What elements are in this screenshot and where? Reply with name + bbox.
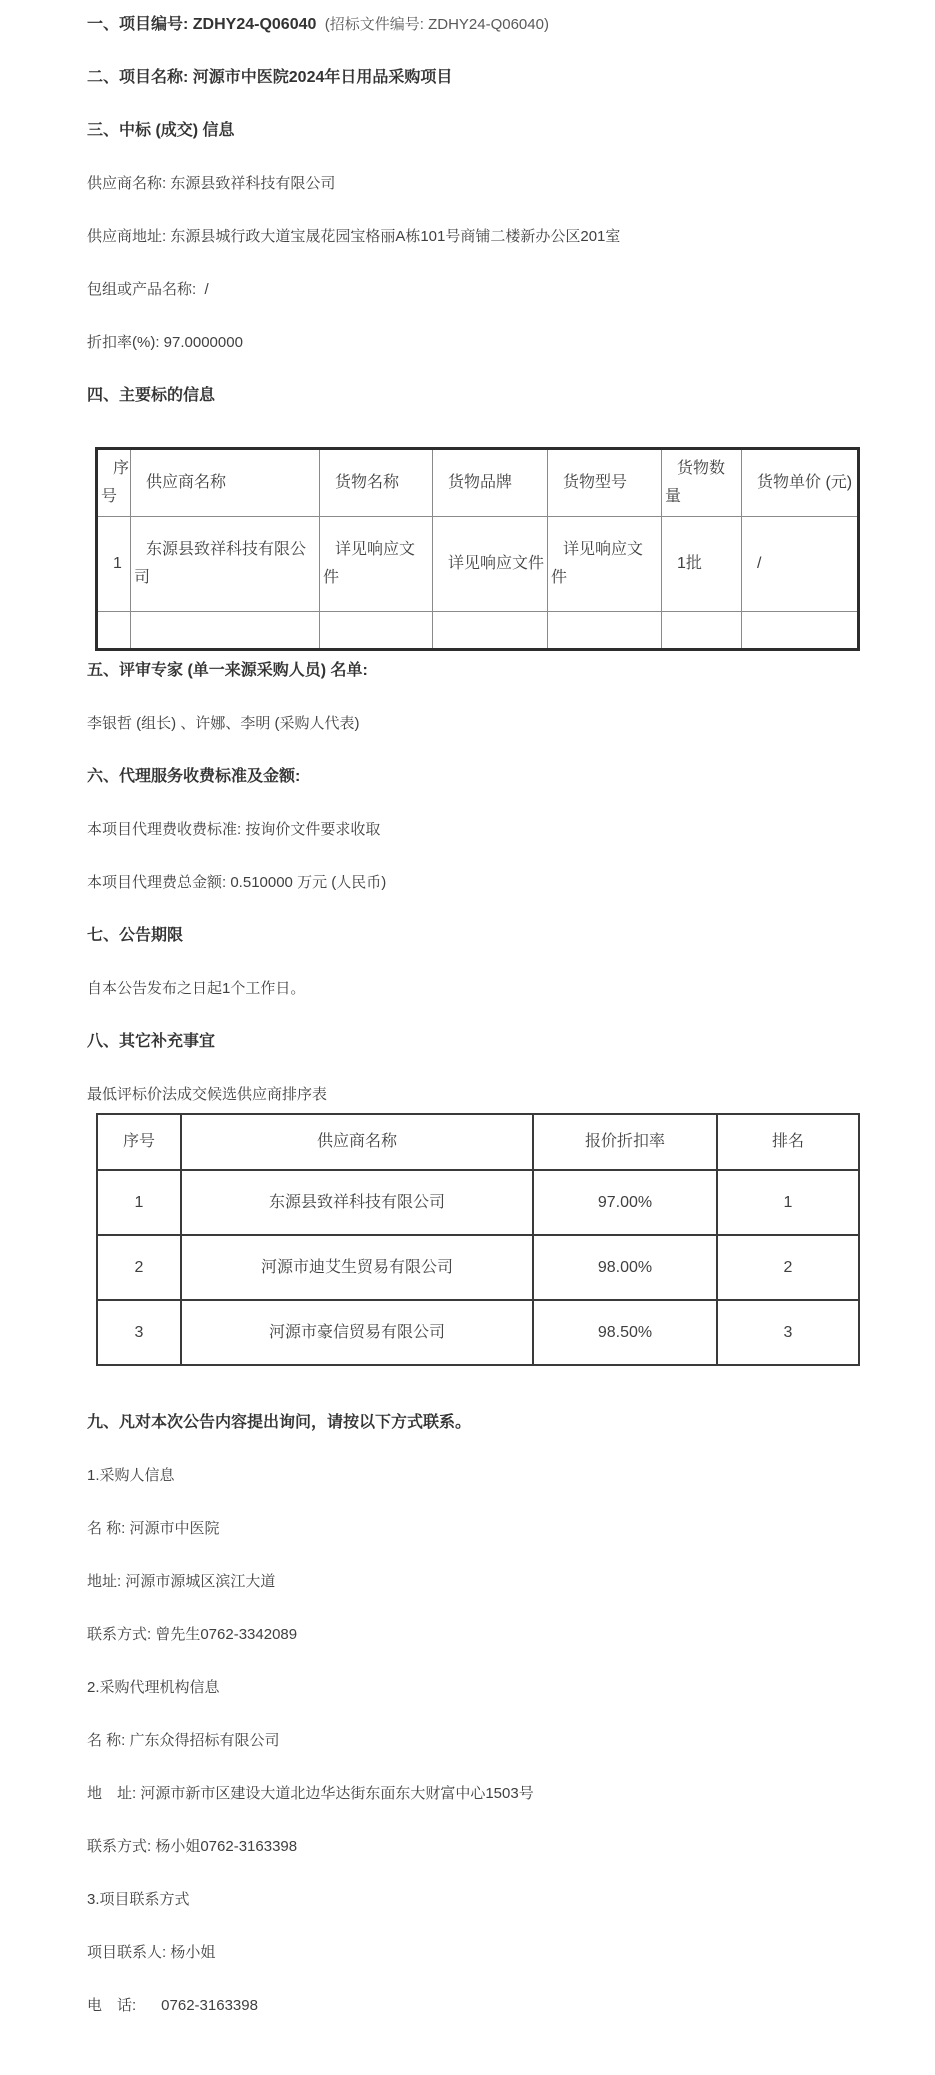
award-info-heading: 三、中标 (成交) 信息 — [87, 122, 235, 139]
project-name-line: 二、项目名称: 河源市中医院2024年日用品采购项目 — [87, 69, 453, 86]
agency-fee-total-line: 本项目代理费总金额: 0.510000 万元 (人民币) — [87, 874, 387, 891]
cell-rank: 1 — [717, 1170, 859, 1235]
cell-goods-brand: 详见响应文件 — [433, 517, 548, 612]
header-cell-goods-brand: 货物品牌 — [433, 449, 548, 517]
header-cell-goods-name: 货物名称 — [320, 449, 433, 517]
cell-supplier: 河源市迪艾生贸易有限公司 — [181, 1235, 533, 1300]
header-cell-supplier: 供应商名称 — [131, 449, 320, 517]
main-bid-empty-row — [97, 612, 859, 650]
ranking-row — [97, 1300, 859, 1365]
empty-cell — [320, 612, 433, 650]
cell-goods-name: 详见响应文件 — [320, 517, 433, 612]
ranking-row — [97, 1170, 859, 1235]
cell-seq: 1 — [97, 1170, 181, 1235]
header-cell-goods-price: 货物单价 (元) — [742, 449, 859, 517]
header-cell-goods-model: 货物型号 — [548, 449, 662, 517]
cell-goods-price: / — [742, 517, 859, 612]
purchaser-address-line: 地址: 河源市源城区滨江大道 — [87, 1573, 276, 1590]
project-contact-person-line: 项目联系人: 杨小姐 — [87, 1944, 216, 1961]
empty-cell — [97, 612, 131, 650]
main-bid-table — [95, 447, 860, 651]
cell-supplier: 东源县致祥科技有限公司 — [181, 1170, 533, 1235]
agency-info-label: 2.采购代理机构信息 — [87, 1679, 220, 1696]
tender-file-number: (招标文件编号: ZDHY24-Q06040) — [316, 16, 549, 33]
cell-goods-model: 详见响应文件 — [548, 517, 662, 612]
experts-names-line: 李银哲 (组长) 、许娜、李明 (采购人代表) — [87, 715, 360, 732]
experts-heading: 五、评审专家 (单一来源采购人员) 名单: — [87, 662, 368, 679]
cell-goods-qty: 1批 — [662, 517, 742, 612]
agency-fee-standard-line: 本项目代理费收费标准: 按询价文件要求收取 — [87, 821, 381, 838]
notice-period-line: 自本公告发布之日起1个工作日。 — [87, 980, 306, 997]
cell-supplier: 东源县致祥科技有限公司 — [131, 517, 320, 612]
purchaser-name-line: 名 称: 河源市中医院 — [87, 1520, 220, 1537]
cell-rank: 2 — [717, 1235, 859, 1300]
empty-cell — [548, 612, 662, 650]
ranking-table — [96, 1113, 860, 1366]
empty-cell — [433, 612, 548, 650]
supplier-name-line: 供应商名称: 东源县致祥科技有限公司 — [87, 175, 336, 192]
agency-address-line: 地 址: 河源市新市区建设大道北边华达街东面东大财富中心1503号 — [87, 1785, 534, 1802]
project-contact-label: 3.项目联系方式 — [87, 1891, 190, 1908]
cell-seq: 1 — [97, 517, 131, 612]
header-cell-rank: 排名 — [717, 1114, 859, 1170]
main-bid-header-row — [97, 449, 859, 517]
package-name-line: 包组或产品名称: / — [87, 281, 209, 298]
empty-cell — [131, 612, 320, 650]
cell-seq: 3 — [97, 1300, 181, 1365]
header-cell-supplier: 供应商名称 — [181, 1114, 533, 1170]
cell-discount: 97.00% — [533, 1170, 717, 1235]
supplier-address-line: 供应商地址: 东源县城行政大道宝晟花园宝格丽A栋101号商铺二楼新办公区201室 — [87, 228, 621, 245]
project-number-bold: 一、项目编号: ZDHY24-Q06040 — [87, 16, 317, 33]
header-cell-discount: 报价折扣率 — [533, 1114, 717, 1170]
ranking-table-caption: 最低评标价法成交候选供应商排序表 — [87, 1086, 328, 1103]
empty-cell — [742, 612, 859, 650]
notice-period-heading: 七、公告期限 — [87, 927, 184, 944]
purchaser-contact-line: 联系方式: 曾先生0762-3342089 — [87, 1626, 298, 1643]
project-contact-phone-line: 电 话: 0762-3163398 — [87, 1997, 258, 2014]
agency-fee-heading: 六、代理服务收费标准及金额: — [87, 768, 301, 785]
main-bid-heading: 四、主要标的信息 — [87, 387, 216, 404]
empty-cell — [662, 612, 742, 650]
header-cell-goods-qty: 货物数量 — [662, 449, 742, 517]
header-cell-seq: 序号 — [97, 1114, 181, 1170]
project-number-line — [87, 14, 887, 35]
ranking-header-row — [97, 1114, 859, 1170]
supplement-heading: 八、其它补充事宜 — [87, 1033, 216, 1050]
agency-name-line: 名 称: 广东众得招标有限公司 — [87, 1732, 280, 1749]
contact-heading: 九、凡对本次公告内容提出询问，请按以下方式联系。 — [87, 1414, 472, 1431]
discount-rate-line: 折扣率(%): 97.0000000 — [87, 334, 243, 351]
cell-supplier: 河源市豪信贸易有限公司 — [181, 1300, 533, 1365]
main-bid-data-row — [97, 517, 859, 612]
header-cell-seq: 序号 — [97, 449, 131, 517]
cell-rank: 3 — [717, 1300, 859, 1365]
ranking-row — [97, 1235, 859, 1300]
cell-discount: 98.00% — [533, 1235, 717, 1300]
purchaser-info-label: 1.采购人信息 — [87, 1467, 175, 1484]
cell-seq: 2 — [97, 1235, 181, 1300]
agency-contact-line: 联系方式: 杨小姐0762-3163398 — [87, 1838, 298, 1855]
cell-discount: 98.50% — [533, 1300, 717, 1365]
